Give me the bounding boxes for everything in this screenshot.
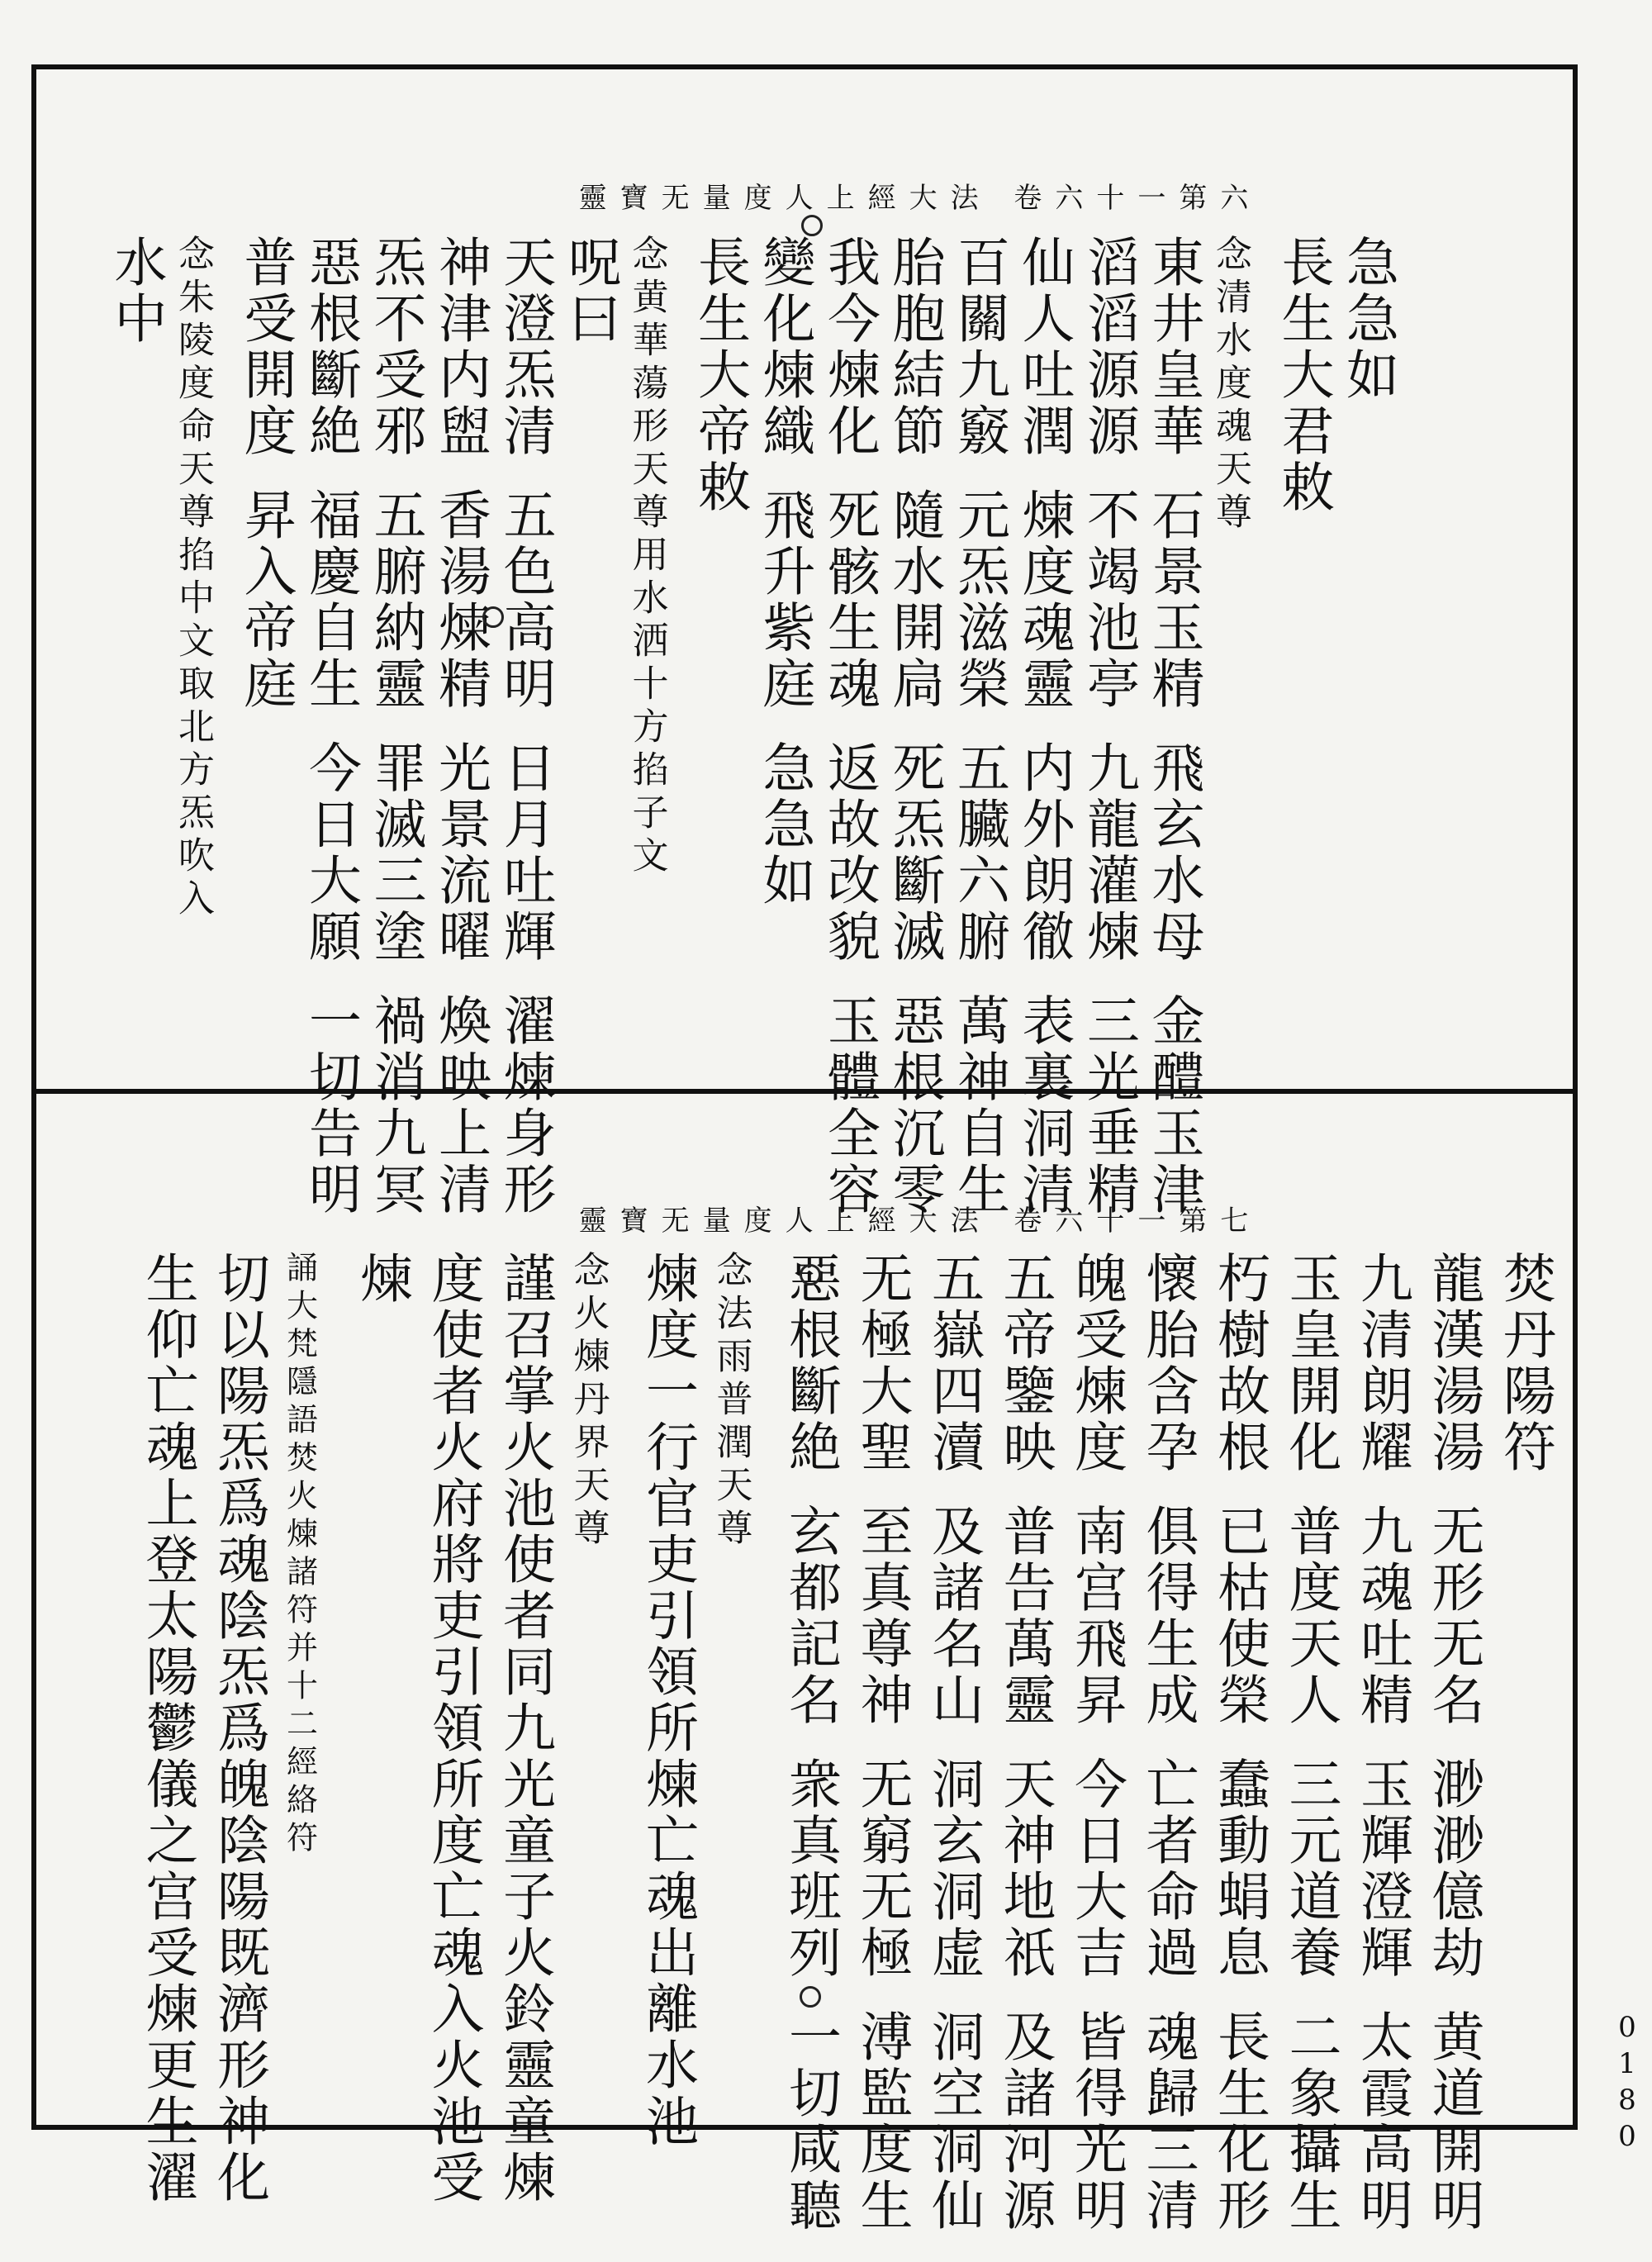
text-segment: 溥監度生 [851,2009,913,2234]
text-column [1137,1251,1199,2262]
text-column [625,235,668,907]
text-segment: 水中 [105,235,167,347]
text-segment: 念法雨普潤天尊 [710,1251,752,1552]
text-column [136,1251,198,2234]
text-segment: 飛玄水母 [1142,740,1204,965]
text-column [851,1251,913,2262]
text-column [1208,1251,1270,2262]
text-segment: 无極大聖 [851,1251,913,1476]
text-segment: 金醴玉津 [1142,993,1204,1218]
text-segment: 三元道養 [1279,1756,1341,1981]
text-column [753,235,815,937]
text-segment: 五臟六腑 [948,740,1009,965]
text-segment: 念火煉丹界天尊 [567,1251,610,1552]
text-segment: 日月吐輝 [494,740,556,965]
text-segment: 念朱陵度命天尊掐中文取北方炁吹入 [172,235,214,922]
text-segment: 胎胞結節 [883,235,945,459]
text-segment: 死炁斷滅 [883,740,945,965]
text-column [172,235,214,950]
text-segment: 及諸河源 [994,2009,1056,2234]
text-segment: 魄受煉度 [1066,1251,1127,1476]
circle-marker [800,1986,821,2008]
text-column [994,1251,1056,2262]
text-segment: 煉 [351,1251,412,1307]
text-column [780,1251,841,2262]
text-segment: 返故改貌 [819,740,880,965]
text-segment: 九龍灌煉 [1078,740,1139,965]
text-segment: 太霞高明 [1351,2009,1412,2234]
text-column [1279,1251,1341,2262]
text-segment: 生仰亡魂上登太陽鬱儀之宫受煉更生濯 [136,1251,198,2206]
text-segment: 惡根斷絶 [300,235,361,459]
text-segment: 昇入帝庭 [235,487,297,712]
text-segment: 一切告明 [300,993,361,1218]
text-segment: 无窮无極 [851,1756,913,1981]
text-segment: 五嶽四瀆 [923,1251,984,1476]
text-segment: 元炁滋榮 [948,487,1009,712]
text-column [1422,1251,1484,2262]
text-segment: 懷胎含孕 [1137,1251,1199,1476]
text-segment: 惡根沉零 [883,993,945,1218]
text-column [208,1251,269,2234]
text-segment: 不竭池亭 [1078,487,1139,712]
text-segment: 萬神自生 [948,993,1009,1218]
text-segment: 百關九竅 [948,235,1009,459]
text-segment: 飛升紫庭 [753,487,815,712]
text-segment: 長生化形 [1208,2009,1270,2234]
text-segment: 禍消九冥 [364,993,426,1218]
text-segment: 煉度魂靈 [1013,487,1075,712]
text-segment: 長生大君敕 [1272,235,1334,516]
text-segment: 仙人吐潤 [1013,235,1075,459]
text-segment: 今日大願 [300,740,361,965]
text-segment: 九魂吐精 [1351,1504,1412,1728]
text-column [1337,235,1398,431]
text-segment: 呪曰 [559,235,620,347]
text-segment: 魂歸三清 [1137,2009,1199,2234]
text-segment: 亡者命過 [1137,1756,1199,1981]
text-segment: 九清朗耀 [1351,1251,1412,1476]
text-segment: 長生大帝敕 [689,235,750,516]
text-segment: 天神地祇 [994,1756,1056,1981]
text-segment: 香湯煉精 [430,487,491,712]
circle-marker [800,1264,821,1285]
text-column [281,1251,318,1887]
text-segment: 石景玉精 [1142,487,1204,712]
text-column [923,1251,984,2262]
text-segment: 蠢動蜎息 [1208,1756,1270,1981]
text-segment: 焚丹陽符 [1494,1251,1555,1476]
text-segment: 三光垂精 [1078,993,1139,1218]
text-segment: 南宫飛昇 [1066,1504,1127,1728]
text-segment: 已枯使榮 [1208,1504,1270,1728]
top-panel [36,69,1573,1218]
text-segment: 切以陽炁爲魂陰炁爲魄陰陽既濟形神化 [208,1251,269,2206]
circle-marker [482,606,504,628]
text-segment: 龍漢湯湯 [1422,1251,1484,1476]
text-segment: 普度天人 [1279,1504,1341,1728]
text-segment: 煉度一行官吏引領所煉亡魂出離水池 [637,1251,698,2150]
text-segment: 念黄華蕩形天尊用水洒十方掐子文 [625,235,668,879]
text-segment: 我今煉化 [819,235,880,459]
text-column [494,1251,555,2234]
text-column [1494,1251,1555,1504]
text-segment: 无形无名 [1422,1504,1484,1728]
text-column [559,235,620,375]
text-column [637,1251,698,2178]
text-segment: 急急如 [753,740,815,909]
text-segment: 渺渺億劫 [1422,1756,1484,1981]
text-segment: 五色高明 [494,487,556,712]
page-number: 0180 [1611,2011,1644,2156]
text-segment: 黄道開明 [1422,2009,1484,2234]
text-segment: 滔滔源源 [1078,235,1139,459]
text-segment: 神津内盥 [430,235,491,459]
text-column [1272,235,1334,544]
text-segment: 衆真班列 [780,1756,841,1981]
text-segment: 罪滅三塗 [364,740,426,965]
text-column [1066,1251,1127,2262]
text-segment: 玉輝澄輝 [1351,1756,1412,1981]
text-segment: 隨水開扃 [883,487,945,712]
text-segment: 急急如 [1337,235,1398,403]
circle-marker [801,215,823,236]
text-segment: 洞玄洞虚 [923,1756,984,1981]
text-segment: 玉體全容 [819,993,880,1218]
text-column [422,1251,484,2234]
text-segment: 誦大梵隱語焚火煉諸符并十二經絡符 [281,1251,318,1859]
text-segment: 内外朗徹 [1013,740,1075,965]
text-column [567,1251,610,1580]
text-segment: 念清水度魂天尊 [1209,235,1251,535]
text-segment: 福慶自生 [300,487,361,712]
text-segment: 煥映上清 [430,993,491,1218]
text-segment: 東井皇華 [1142,235,1204,459]
text-column [710,1251,752,1580]
text-segment: 普受開度 [235,235,297,459]
running-header-bottom: 靈寶无量度人上經大法 卷六十一第七 [578,1205,1262,1238]
text-segment: 五腑納靈 [364,487,426,712]
text-segment: 朽樹故根 [1208,1251,1270,1476]
text-segment: 俱得生成 [1137,1504,1199,1728]
text-segment: 濯煉身形 [494,993,556,1218]
text-segment: 惡根斷絶 [780,1251,841,1476]
text-column [351,1251,412,1335]
text-column [689,235,750,544]
text-column [235,235,297,740]
text-segment: 死骸生魂 [819,487,880,712]
text-segment: 變化煉織 [753,235,815,459]
bottom-panel [36,1094,1573,2234]
text-segment: 炁不受邪 [364,235,426,459]
text-segment: 一切咸聽 [780,2009,841,2234]
text-segment: 今日大吉 [1066,1756,1127,1981]
text-segment: 光景流曜 [430,740,491,965]
text-segment: 至真尊神 [851,1504,913,1728]
text-column [105,235,167,375]
text-segment: 玄都記名 [780,1504,841,1728]
running-header-top: 靈寶无量度人上經大法 卷六十一第六 [578,182,1262,215]
text-column [1351,1251,1412,2262]
text-segment: 及諸名山 [923,1504,984,1728]
text-segment: 度使者火府將吏引領所度亡魂入火池受 [422,1251,484,2206]
text-column [1209,235,1251,563]
text-segment: 洞空洞仙 [923,2009,984,2234]
text-segment: 皆得光明 [1066,2009,1127,2234]
text-segment: 二象攝生 [1279,2009,1341,2234]
text-segment: 天澄炁清 [494,235,556,459]
text-segment: 謹召掌火池使者同九光童子火鈴靈童煉 [494,1251,555,2206]
text-segment: 五帝鑒映 [994,1251,1056,1476]
text-segment: 表裏洞清 [1013,993,1075,1218]
text-segment: 普告萬靈 [994,1504,1056,1728]
text-segment: 玉皇開化 [1279,1251,1341,1476]
